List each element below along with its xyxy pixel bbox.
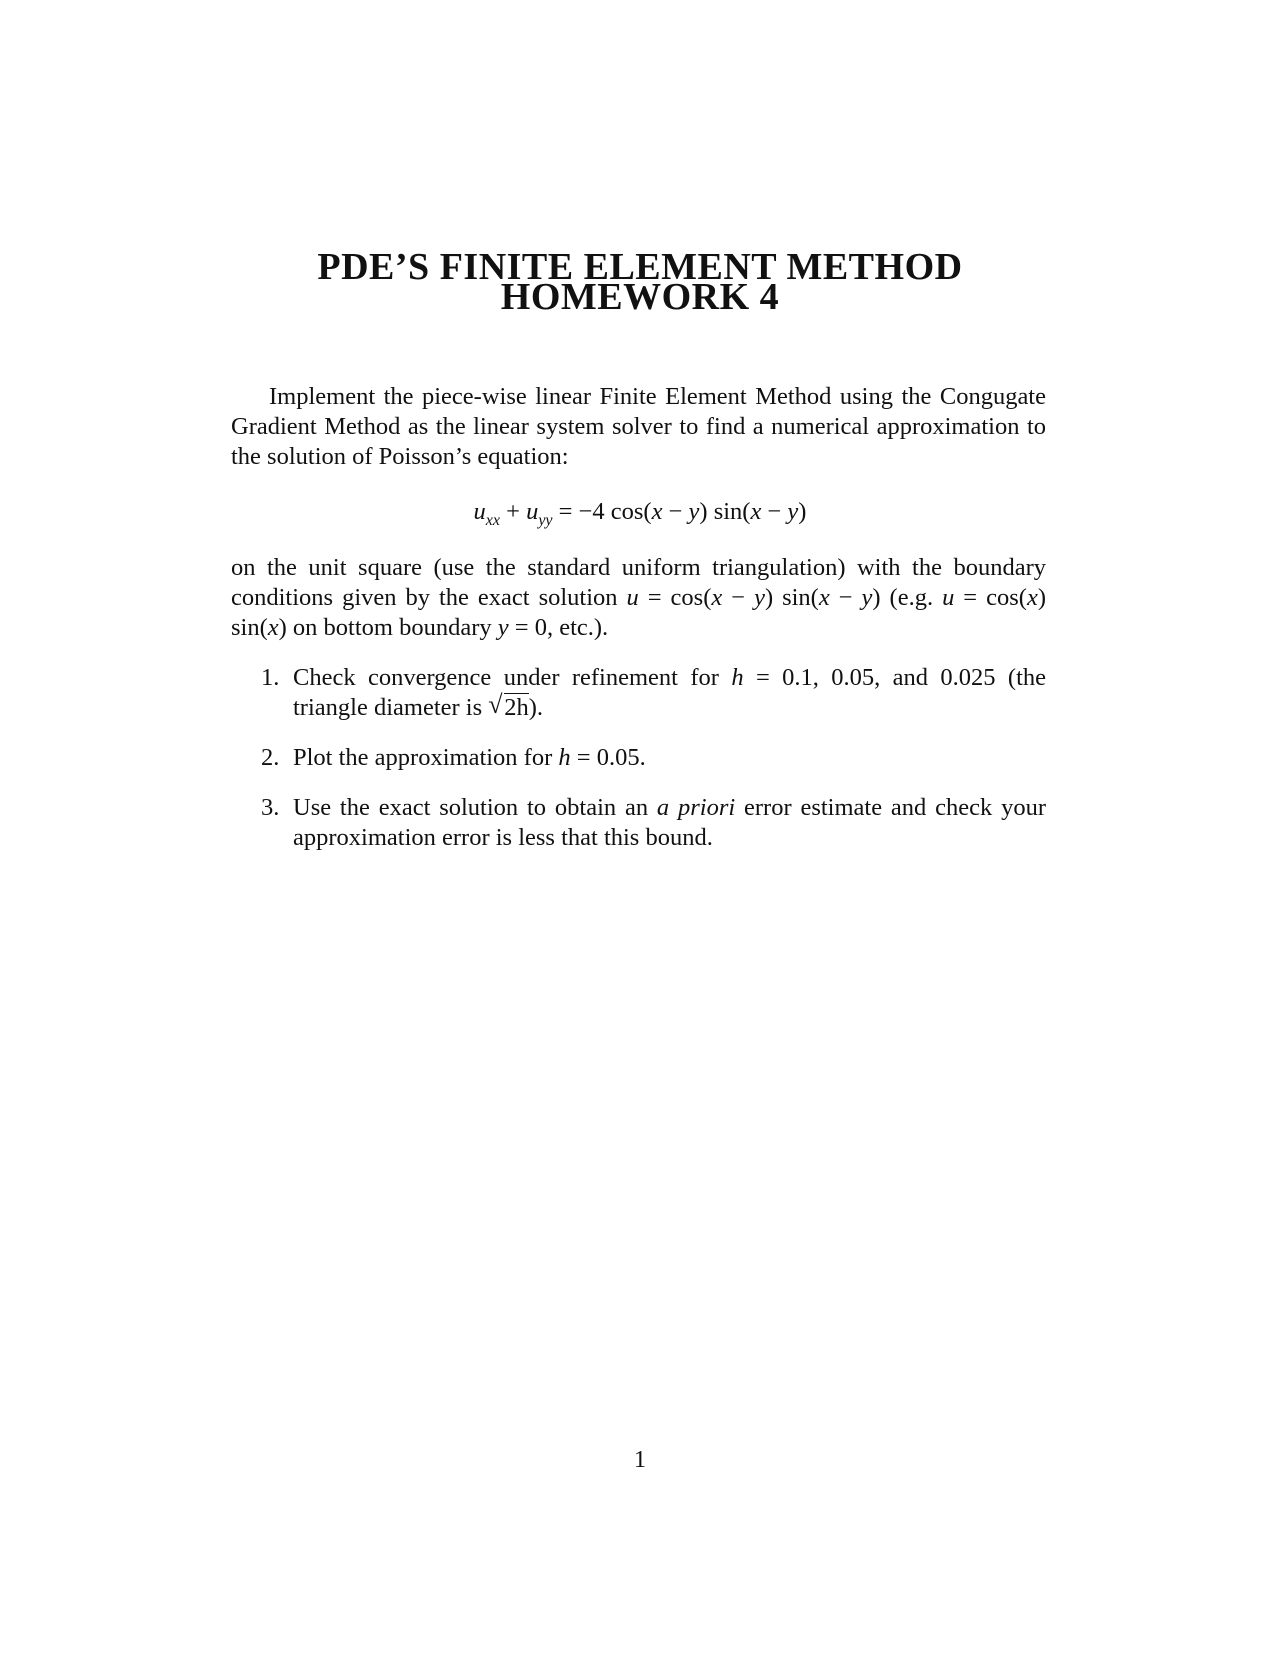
item-text: = 0.1, 0.05, and 0.025 (the triangle diameter is (293, 664, 1047, 721)
item-text: Plot the approximation for (293, 744, 559, 771)
item-var-h: h (731, 664, 744, 691)
item-text: = 0.05. (570, 744, 646, 771)
document-title (0, 246, 1280, 318)
item-number: 2. (261, 744, 280, 771)
item-text: Check convergence under refinement for (293, 664, 732, 691)
title-line-2: HOMEWORK 4 (500, 276, 780, 318)
item-text: ). (528, 694, 544, 721)
title-line-1: PDE’S FINITE ELEMENT METHOD (317, 246, 963, 288)
boundary-paragraph: on the unit square (use the standard uniform triangulation) with the boundary conditions given by the exact solution u = cos(x − y) sin(x − y) (e.g. u = cos(x) sin(x) on bottom boundary y = 0, etc.). (231, 554, 1046, 641)
list-item (231, 663, 1046, 723)
list-item (231, 793, 1046, 853)
item-emphasis: a priori (656, 794, 736, 821)
item-var-h: h (558, 744, 571, 771)
sqrt-expression: √ 2h (488, 690, 529, 721)
page-number: 1 (633, 1446, 647, 1473)
poisson-equation: $u_{xx} + u_{yy} = -4$ cos(x − y) sin(x − y) (473, 498, 807, 529)
item-number: 1. (261, 664, 280, 691)
list-item (231, 743, 1046, 773)
item-text: error estimate and check your approximation error is less that this bound. (293, 794, 1046, 851)
item-number: 3. (261, 794, 280, 821)
intro-paragraph: Implement the piece-wise linear Finite Element Method using the Congugate Gradient Method as the linear system solver to find a numerical approximation to the solution of Poisson’s equation: (231, 383, 1046, 470)
sqrt-content: 2h (504, 694, 529, 721)
item-text: Use the exact solution to obtain an (293, 794, 657, 821)
task-list (231, 663, 1046, 873)
